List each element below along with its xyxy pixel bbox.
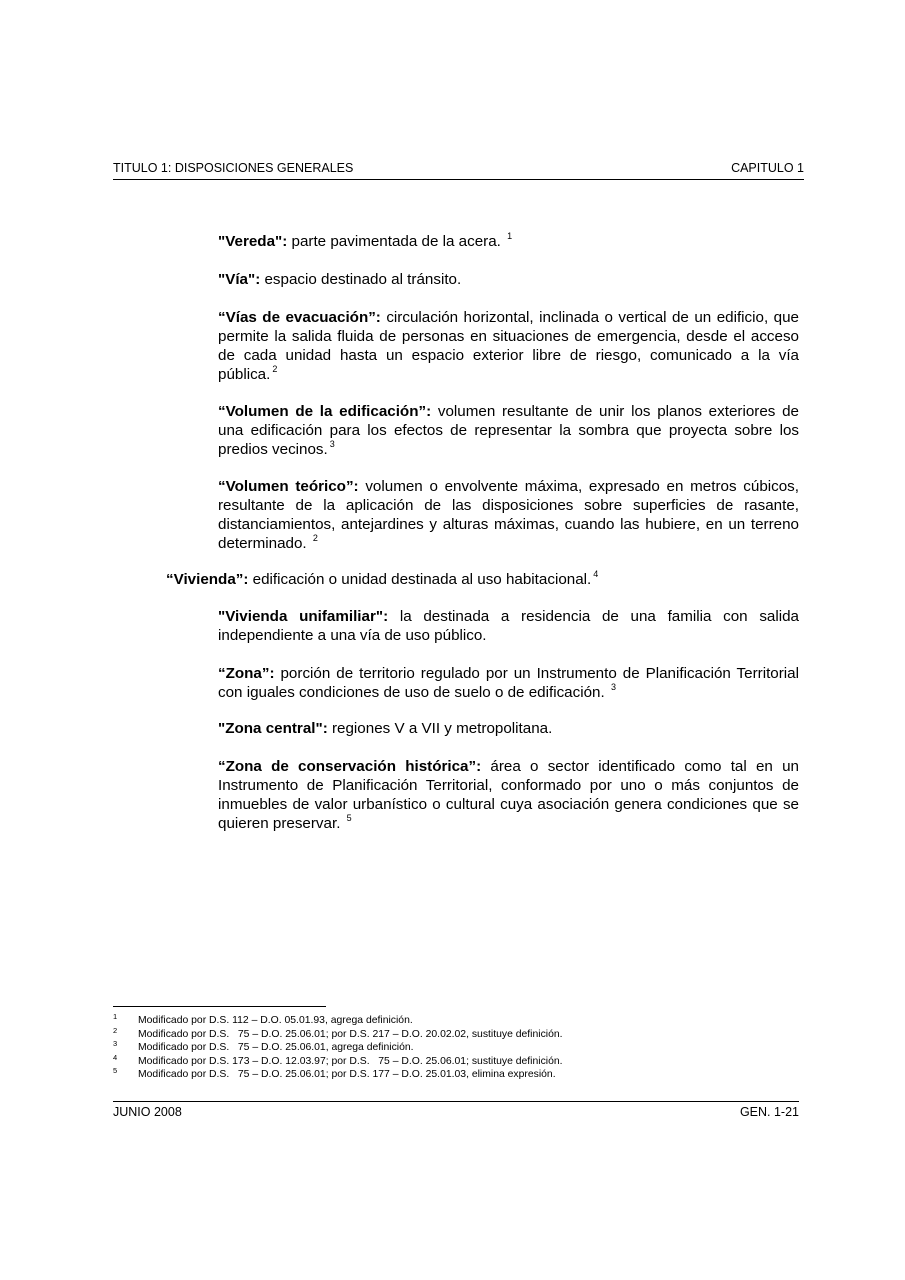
definition-text: parte pavimentada de la acera. — [287, 233, 506, 250]
definition-term: “Zona de conservación histórica”: — [218, 758, 482, 775]
definition-term: “Volumen teórico”: — [218, 478, 359, 495]
definition-term: "Zona central": — [218, 720, 328, 737]
footnote-number: 5 — [113, 1066, 118, 1075]
definition-vivienda-unifamiliar — [218, 607, 799, 645]
page-number: GEN. 1-21 — [739, 1105, 799, 1119]
definition-term: “Volumen de la edificación”: — [218, 403, 432, 420]
header-title: TITULO 1: DISPOSICIONES GENERALES — [113, 161, 354, 175]
page-header — [113, 160, 804, 180]
definition-text: la destinada a residencia de una familia con salida independiente a una vía de uso público. — [218, 608, 799, 644]
definition-term: “Zona”: — [218, 665, 275, 682]
footer-date: JUNIO 2008 — [113, 1105, 182, 1119]
footnote-ref: 3 — [610, 681, 616, 692]
definition-term: "Vivienda unifamiliar": — [218, 608, 389, 625]
definition-term: “Vivienda”: — [166, 571, 249, 588]
footnote-ref: 2 — [272, 363, 278, 374]
definition-text: volumen resultante de unir los planos exteriores de una edificación para los efectos de representar la sombra que proyecta sobre los predios vecinos. — [218, 403, 799, 458]
definition-text: circulación horizontal, inclinada o vertical de un edificio, que permite la salida fluida de personas en situaciones de emergencia, desde el acceso de cada unidad hasta un espacio exterior libre de riesgo, comunicado a la vía pública. — [218, 309, 799, 383]
page-footer — [113, 1101, 799, 1120]
footnote-text: Modificado por D.S. 112 – D.O. 05.01.93, agrega definición. — [138, 1015, 413, 1026]
definition-term: “Vías de evacuación”: — [218, 309, 381, 326]
footnote-ref: 2 — [312, 532, 318, 543]
definition-zona-central — [218, 719, 799, 738]
definition-text: volumen o envolvente máxima, expresado en metros cúbicos, resultante de la aplicación de las disposiciones sobre superficies de rasante, distanciamientos, antejardines y alturas máximas, cuando las hubiere, en un terreno determinado. — [218, 478, 799, 552]
footnote-text: Modificado por D.S. 75 – D.O. 25.06.01, agrega definición. — [138, 1042, 414, 1053]
definition-vias-evacuacion — [218, 308, 799, 384]
footnote-ref: 4 — [593, 568, 599, 579]
footnote-text: Modificado por D.S. 75 – D.O. 25.06.01; por D.S. 177 – D.O. 25.01.03, elimina expresión. — [138, 1069, 556, 1080]
definition-term: "Vereda": — [218, 233, 288, 250]
header-chapter: CAPITULO 1 — [731, 161, 804, 175]
definition-zona — [218, 664, 799, 702]
footnote-number: 4 — [113, 1053, 118, 1062]
definition-text: regiones V a VII y metropolitana. — [327, 720, 553, 737]
footnote-text: Modificado por D.S. 173 – D.O. 12.03.97; por D.S. 75 – D.O. 25.06.01; sustituye definición. — [138, 1056, 563, 1067]
definition-via — [218, 270, 799, 289]
definition-vereda — [218, 232, 799, 251]
definition-vivienda — [166, 570, 806, 589]
footnote-text: Modificado por D.S. 75 – D.O. 25.06.01; por D.S. 217 – D.O. 20.02.02, sustituye definición. — [138, 1029, 563, 1040]
definition-text: área o sector identificado como tal en un Instrumento de Planificación Territorial, conformado por uno o más conjuntos de inmuebles de valor urbanístico o cultural cuya asociación genera condiciones que se quieren preservar. — [218, 758, 799, 832]
definition-text: espacio destinado al tránsito. — [260, 271, 462, 288]
definition-volumen-edificacion — [218, 402, 799, 459]
footnote-divider — [113, 1006, 326, 1007]
definition-text: edificación o unidad destinada al uso habitacional. — [248, 571, 592, 588]
definition-zona-conservacion — [218, 757, 799, 833]
footnote-ref: 5 — [346, 812, 352, 823]
definition-text: porción de territorio regulado por un Instrumento de Planificación Territorial con iguales condiciones de uso de suelo o de edificación. — [218, 665, 799, 701]
footnote-ref: 1 — [507, 230, 513, 241]
footnote-number: 1 — [113, 1012, 118, 1021]
definition-term: "Vía": — [218, 271, 261, 288]
footnote-number: 3 — [113, 1039, 118, 1048]
footnote-number: 2 — [113, 1026, 118, 1035]
footnote-ref: 3 — [329, 438, 335, 449]
definition-volumen-teorico — [218, 477, 799, 553]
